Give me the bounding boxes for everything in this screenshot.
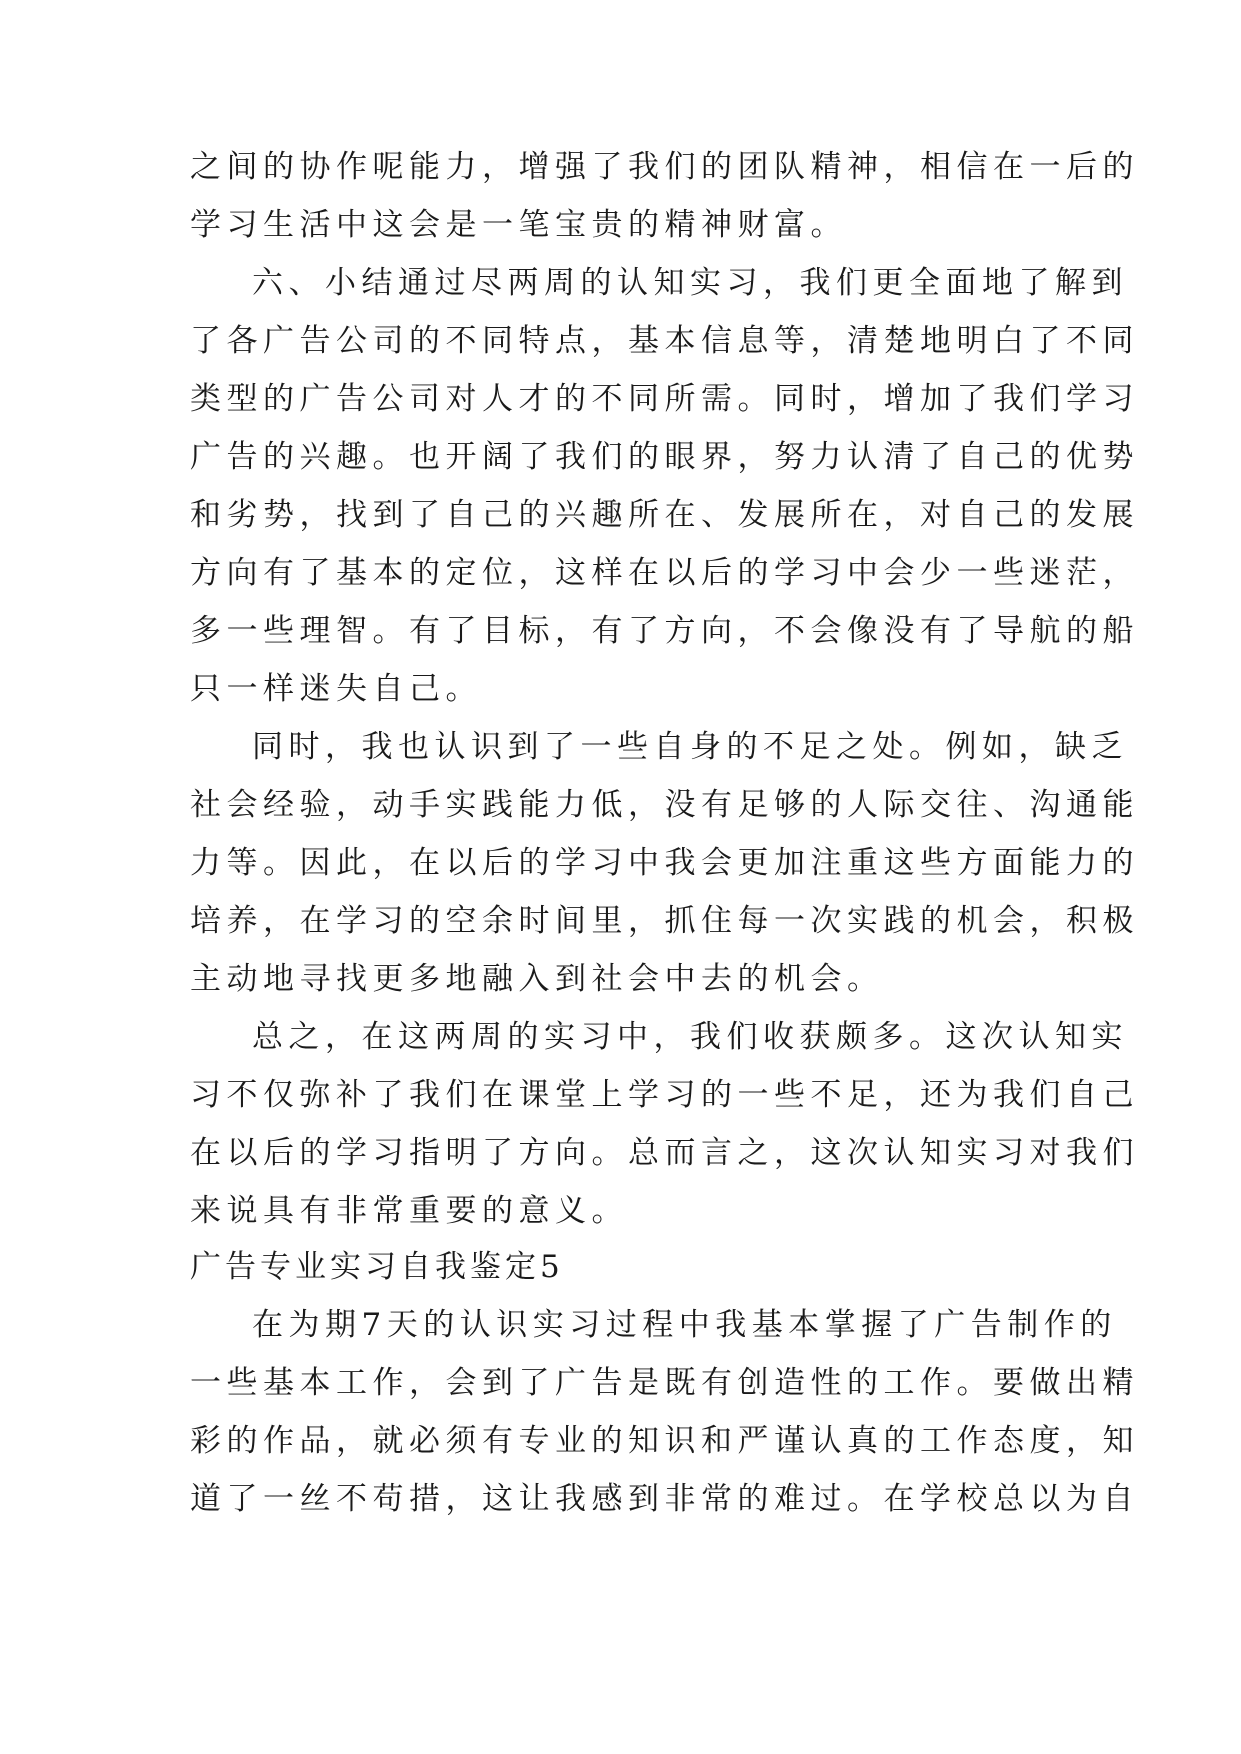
- text-line: 社会经验，动手实践能力低，没有足够的人际交往、沟通能: [190, 787, 1139, 823]
- paragraph-start-line: 在为期7天的认识实习过程中我基本掌握了广告制作的: [252, 1307, 1117, 1343]
- section-heading: 广告专业实习自我鉴定5: [190, 1249, 564, 1285]
- text-line: 力等。因此，在以后的学习中我会更加注重这些方面能力的: [190, 845, 1139, 881]
- text-line: 方向有了基本的定位，这样在以后的学习中会少一些迷茫，: [190, 555, 1139, 591]
- text-line: 来说具有非常重要的意义。: [190, 1193, 628, 1229]
- paragraph-start-line: 同时，我也认识到了一些自身的不足之处。例如，缺乏: [252, 729, 1128, 765]
- text-line: 只一样迷失自己。: [190, 671, 482, 707]
- text-line: 和劣势，找到了自己的兴趣所在、发展所在，对自己的发展: [190, 497, 1139, 533]
- text-line: 一些基本工作，会到了广告是既有创造性的工作。要做出精: [190, 1365, 1139, 1401]
- text-line: 培养，在学习的空余时间里，抓住每一次实践的机会，积极: [190, 903, 1139, 939]
- text-line: 多一些理智。有了目标，有了方向，不会像没有了导航的船: [190, 613, 1139, 649]
- text-line: 类型的广告公司对人才的不同所需。同时，增加了我们学习: [190, 381, 1139, 417]
- text-line: 道了一丝不苟措，这让我感到非常的难过。在学校总以为自: [190, 1481, 1139, 1517]
- text-line: 主动地寻找更多地融入到社会中去的机会。: [190, 961, 884, 997]
- text-line: 之间的协作呢能力，增强了我们的团队精神，相信在一后的: [190, 149, 1139, 185]
- text-line: 彩的作品，就必须有专业的知识和严谨认真的工作态度，知: [190, 1423, 1139, 1459]
- text-line: 学习生活中这会是一笔宝贵的精神财富。: [190, 207, 847, 243]
- text-line: 在以后的学习指明了方向。总而言之，这次认知实习对我们: [190, 1135, 1139, 1171]
- text-line: 广告的兴趣。也开阔了我们的眼界，努力认清了自己的优势: [190, 439, 1139, 475]
- text-line: 了各广告公司的不同特点，基本信息等，清楚地明白了不同: [190, 323, 1139, 359]
- paragraph-start-line: 总之，在这两周的实习中，我们收获颇多。这次认知实: [252, 1019, 1128, 1055]
- text-line: 习不仅弥补了我们在课堂上学习的一些不足，还为我们自己: [190, 1077, 1139, 1113]
- paragraph-start-line: 六、小结通过尽两周的认知实习，我们更全面地了解到: [252, 265, 1128, 301]
